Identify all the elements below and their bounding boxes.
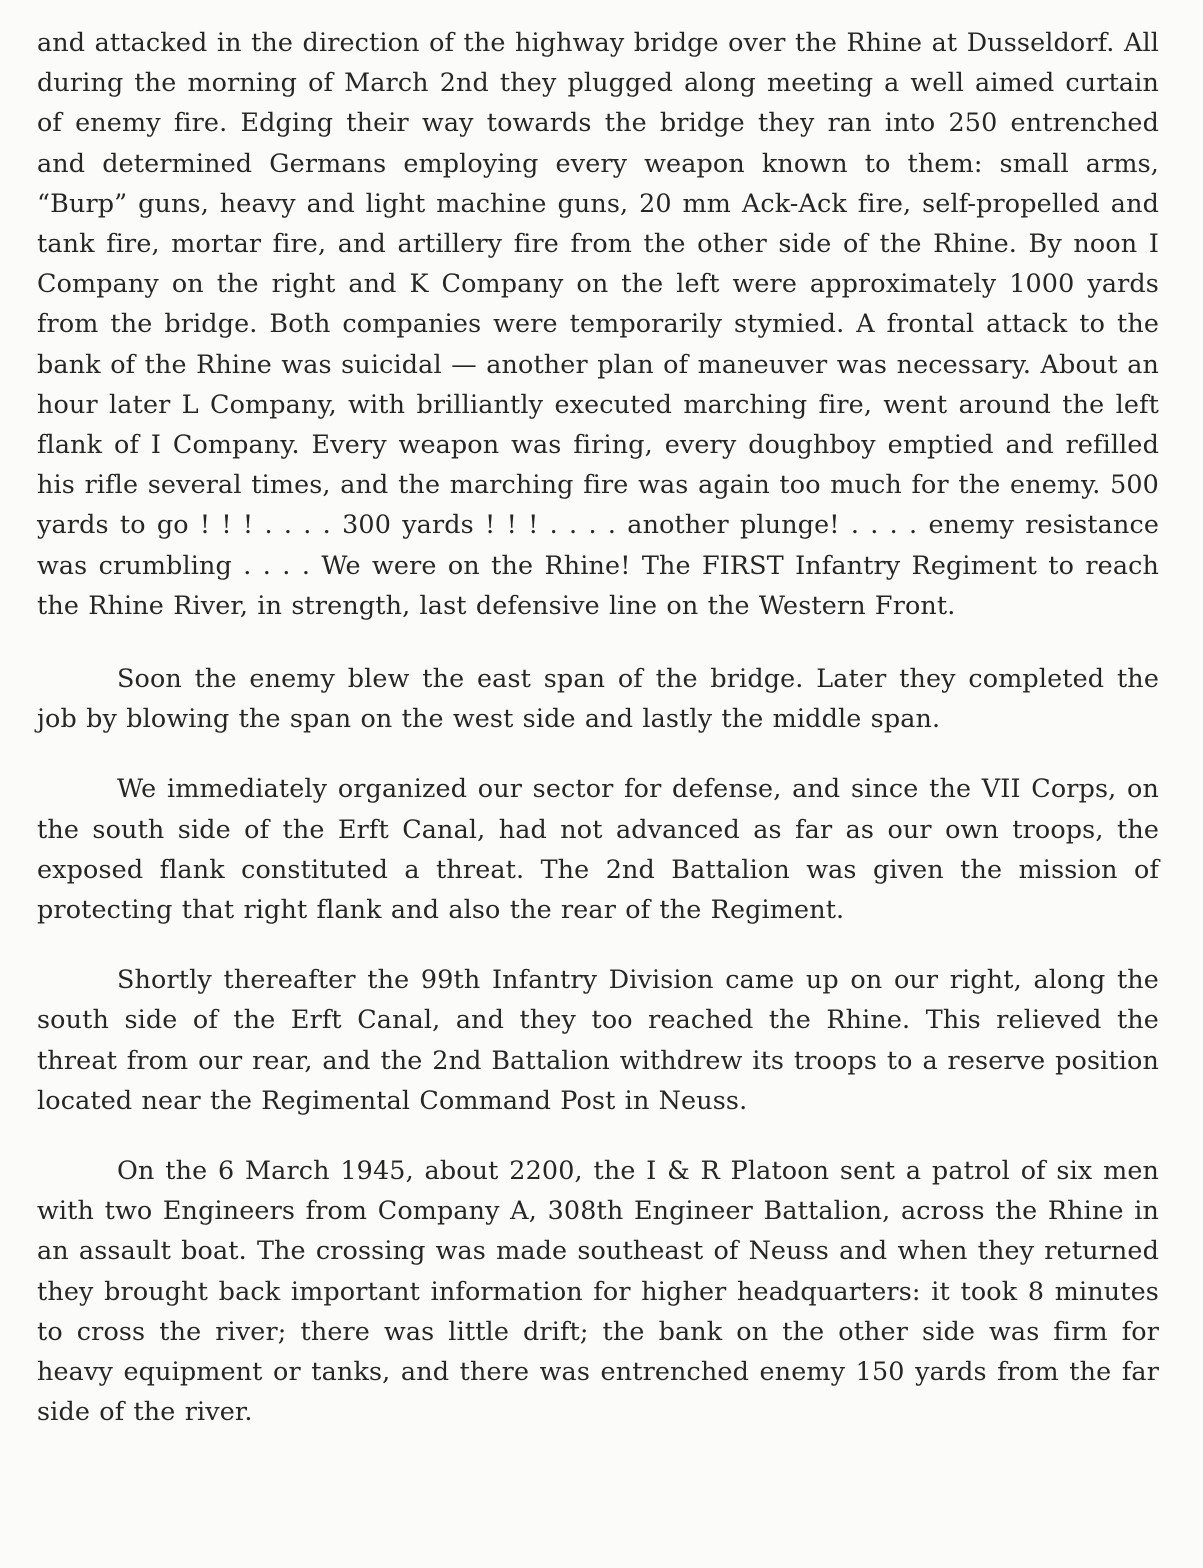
paragraph-rhine-attack: and attacked in the direction of the highway bridge over the Rhine at Dusseldorf. All during the morning of March 2nd they plugged along meeting a well aimed curtain of enemy fire. Edging their way towards the bridge they ran into 250 entrenched and determined Germans employing every weapon known to them: small arms, “Burp” guns, heavy and light machine guns, 20 mm Ack-Ack fire, self-propelled and tank fire, mortar fire, and artillery fire from the other side of the Rhine. By noon I Company on the right and K Company on the left were approximately 1000 yards from the bridge. Both companies were temporarily stymied. A frontal attack to the bank of the Rhine was suicidal — another plan of maneuver was necessary. About an hour later L Company, with brilliantly executed marching fire, went around the left flank of I Company. Every weapon was firing, every doughboy emptied and refilled his rifle several times, and the marching fire was again too much for the enemy. 500 yards to go ! ! ! . . . . 300 yards ! ! ! . . . . another plunge! . . . . enemy resistance was crumbling . . . . We were on the Rhine! The FIRST Infantry Regiment to reach the Rhine River, in strength, last defensive line on the Western Front. [37,27,1159,620]
paragraph-bridge-blown: Soon the enemy blew the east span of the bridge. Later they completed the job by blowing the span on the west side and lastly the middle span. [37,663,1159,734]
paragraph-99th-division: Shortly thereafter the 99th Infantry Division came up on our right, along the south side of the Erft Canal, and they too reached the Rhine. This relieved the threat from our rear, and the 2nd Battalion withdrew its troops to a reserve position located near the Regimental Command Post in Neuss. [37,964,1159,1115]
paragraph-patrol-crossing: On the 6 March 1945, about 2200, the I & R Platoon sent a patrol of six men with two Engineers from Company A, 308th Engineer Battalion, across the Rhine in an assault boat. The crossing was made southeast of Neuss and when they returned they brought back important information for higher headquarters: it took 8 minutes to cross the river; there was little drift; the bank on the other side was firm for heavy equipment or tanks, and there was entrenched enemy 150 yards from the far side of the river. [37,1155,1159,1427]
paragraph-sector-defense: We immediately organized our sector for defense, and since the VII Corps, on the south side of the Erft Canal, had not advanced as far as our own troops, the exposed flank constituted a threat. The 2nd Battalion was given the mission of protecting that right flank and also the rear of the Regiment. [37,773,1159,925]
